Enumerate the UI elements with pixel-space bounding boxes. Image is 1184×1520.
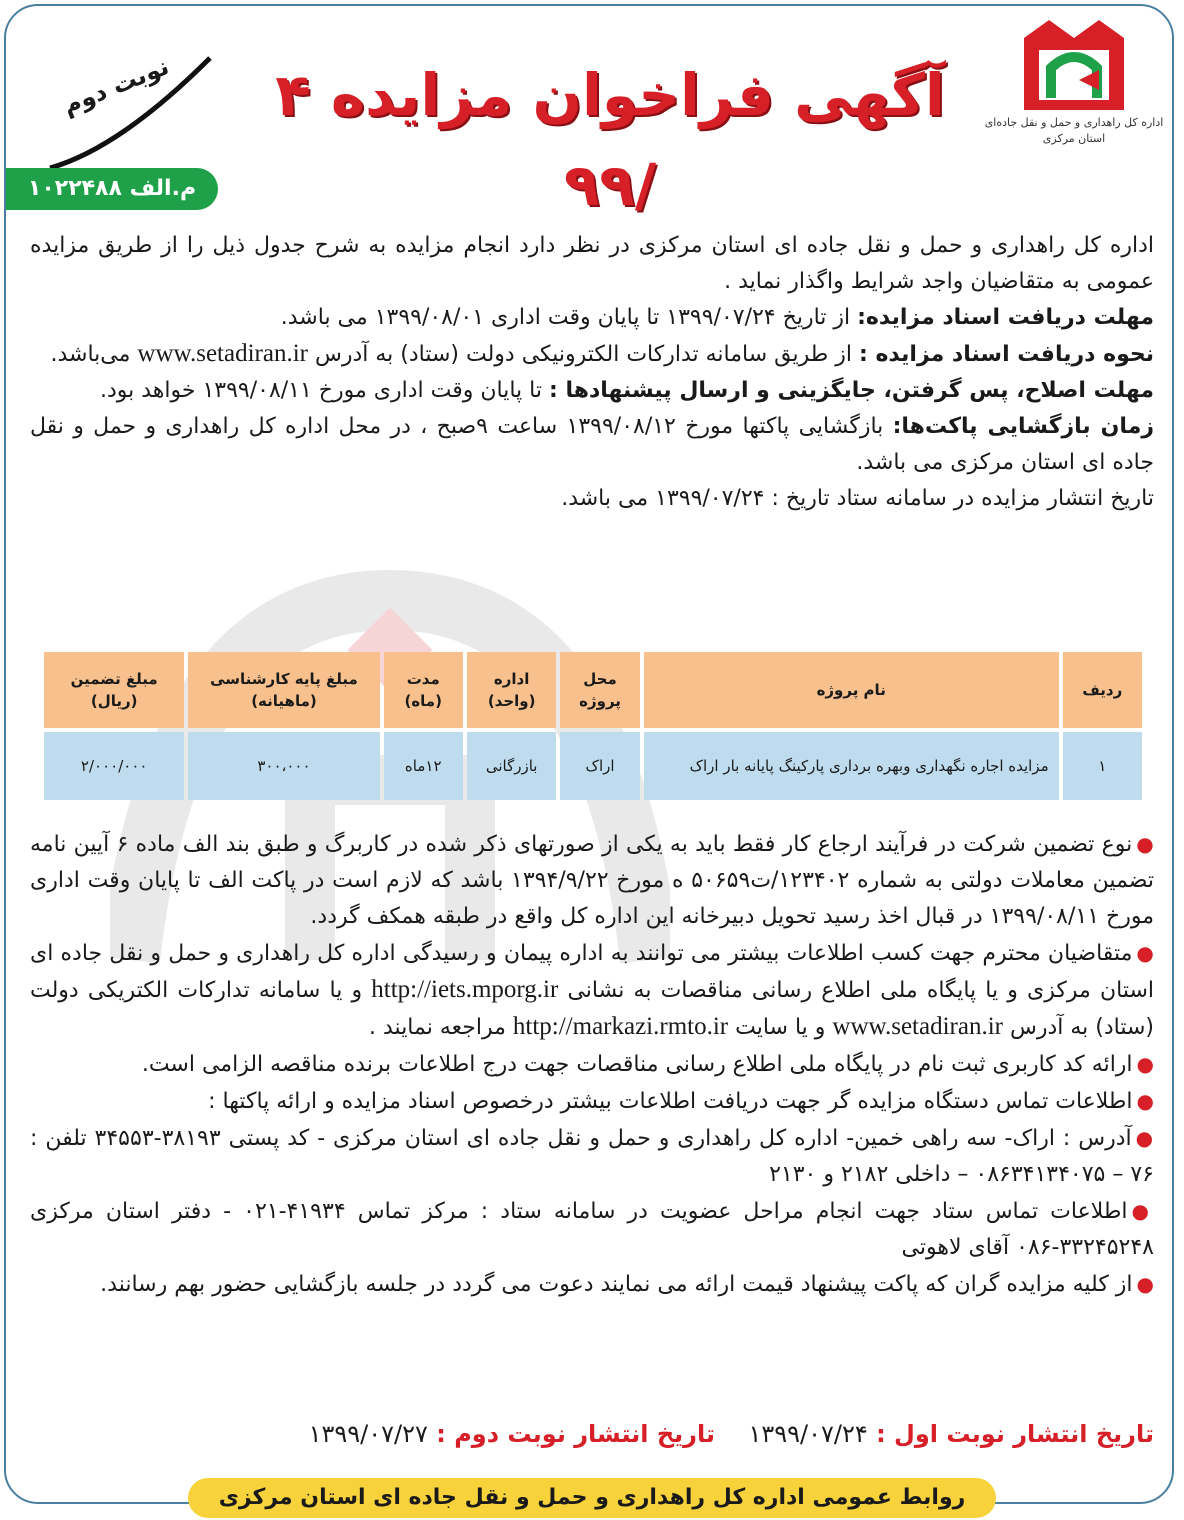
cell-row-number: ۱: [1063, 732, 1142, 800]
list-item: ●اطلاعات تماس دستگاه مزایده گر جهت دریافت اطلاعات بیشتر درخصوص اسناد مزایده و ارائه پاکتها :: [208, 1089, 1154, 1114]
deadline-paragraph: [30, 300, 1154, 336]
bullet-icon: ●: [1136, 832, 1155, 856]
bullet-icon: ●: [1135, 1126, 1155, 1150]
second-publication-label: تاریخ انتشار نوبت دوم :: [436, 1420, 716, 1448]
header-office: اداره (واحد): [467, 652, 557, 728]
deadline-text: از تاریخ ۱۳۹۹/۰۷/۲۴ تا پایان وقت اداری ۱۳۹۹/۰۸/۰۱ می باشد.: [280, 305, 858, 330]
turn-label: نوبت دوم: [58, 52, 173, 120]
intro-paragraph: اداره کل راهداری و حمل و نقل جاده ای استان مرکزی در نظر دارد انجام مزایده به شرح جدول ذیل را از طریق مزایده عمومی به متقاضیان واجد شرایط واگذار نماید .: [30, 233, 1154, 294]
header-row-number: ردیف: [1063, 652, 1142, 728]
auction-table: [40, 648, 1146, 804]
publish-paragraph: تاریخ انتشار مزایده در سامانه ستاد تاریخ : ۱۳۹۹/۰۷/۲۴ می باشد.: [561, 486, 1154, 511]
conditions-list: [30, 826, 1154, 1303]
publication-dates: [30, 1414, 1154, 1454]
road-agency-logo-icon: [1019, 20, 1129, 115]
page-title: آگهی فراخوان مزایده ۴ /۹۹: [275, 61, 945, 219]
header-guarantee: مبلغ تضمین (ریال): [44, 652, 184, 728]
first-publication-date: ۱۳۹۹/۰۷/۲۴: [748, 1420, 868, 1448]
cell-office: بازرگانی: [467, 732, 557, 800]
bullet-icon: ●: [1136, 1272, 1154, 1296]
rmto-link[interactable]: http://markazi.rmto.ir: [512, 1013, 729, 1040]
opening-label: زمان بازگشایی پاکت‌ها:: [892, 414, 1154, 439]
organization-logo: [984, 20, 1164, 147]
turn-stamp: [30, 38, 220, 178]
method-tail: می‌باشد.: [50, 342, 138, 367]
method-label: نحوه دریافت اسناد مزایده :: [858, 342, 1154, 367]
logo-caption-line1: اداره کل راهداری و حمل و نقل جاده‌ای: [984, 116, 1164, 129]
list-item: ●اطلاعات تماس ستاد جهت انجام مراحل عضویت در سامانه ستاد : مرکز تماس ۴۱۹۳۴-۰۲۱ - دفتر استان مرکزی ۳۳۲۴۵۲۴۸-۰۸۶ آقای لاهوتی: [30, 1199, 1155, 1260]
revise-paragraph: [30, 373, 1154, 409]
cell-location: اراک: [560, 732, 639, 800]
list-item: ●آدرس : اراک- سه راهی خمین- اداره کل راهداری و حمل و نقل جاده ای استان مرکزی - کد پستی ۳۸۱۹۳-۳۴۵۵۳ تلفن : ۷۶ – ۰۸۶۳۴۱۳۴۰۷۵ – داخلی ۲۱۸۲ و ۲۱۳۰: [30, 1126, 1155, 1187]
opening-paragraph: [30, 409, 1154, 481]
revise-text: تا پایان وقت اداری مورخ ۱۳۹۹/۰۸/۱۱ خواهد بود.: [99, 378, 549, 403]
second-publication-date: ۱۳۹۹/۰۷/۲۷: [308, 1420, 428, 1448]
header-duration: مدت (ماه): [384, 652, 463, 728]
revise-label: مهلت اصلاح، پس گرفتن، جایگزینی و ارسال پیشنهادها :: [549, 378, 1154, 403]
method-text: از طریق سامانه تدارکات الکترونیکی دولت (ستاد) به آدرس: [307, 342, 859, 367]
list-item: ●از کلیه مزایده گران که پاکت پیشنهاد قیمت ارائه می نمایند دعوت می گردد در جلسه بازگشایی حضور بهم رسانند.: [100, 1272, 1154, 1297]
list-item: ●ارائه کد کاربری ثبت نام در پایگاه ملی اطلاع رسانی مناقصات جهت درج اطلاعات برنده مناقصه الزامی است.: [141, 1052, 1154, 1077]
header-location: محل پروژه: [560, 652, 639, 728]
setadiran-link[interactable]: www.setadiran.ir: [832, 1013, 1003, 1040]
method-paragraph: [30, 336, 1154, 373]
bullet-icon: ●: [1136, 1052, 1154, 1076]
table-row: [44, 732, 1142, 800]
bullet-icon: ●: [1136, 1089, 1154, 1113]
setadiran-link[interactable]: www.setadiran.ir: [137, 340, 308, 367]
intro-section: [30, 228, 1154, 517]
footer-banner: روابط عمومی اداره کل راهداری و حمل و نقل جاده ای استان مرکزی: [188, 1478, 996, 1518]
bullet-icon: ●: [1136, 941, 1155, 965]
cell-duration: ۱۲ماه: [384, 732, 463, 800]
table-header-row: [44, 652, 1142, 728]
header-base-amount: مبلغ پایه کارشناسی (ماهیانه): [188, 652, 379, 728]
cell-guarantee: ۲/۰۰۰/۰۰۰: [44, 732, 184, 800]
swoosh-icon: [30, 38, 220, 178]
cell-project: مزایده اجاره نگهداری وبهره برداری پارکینگ پایانه بار اراک: [644, 732, 1059, 800]
first-publication-label: تاریخ انتشار نوبت اول :: [876, 1420, 1154, 1448]
logo-caption-line2: استان مرکزی: [1042, 132, 1106, 145]
opening-text: بازگشایی پاکتها مورخ ۱۳۹۹/۰۸/۱۲ ساعت ۹صبح ، در محل اداره کل راهداری و حمل و نقل جاده ای استان مرکزی می باشد.: [30, 414, 1154, 475]
iets-link[interactable]: http://iets.mporg.ir: [371, 976, 559, 1003]
list-item: ●نوع تضمین شرکت در فرآیند ارجاع کار فقط باید به یکی از صورتهای ذکر شده در کاربرگ و طبق بند الف ماده ۶ آیین نامه تضمین معاملات دولتی به شماره ۱۲۳۴۰۲/ت۵۰۶۵۹ ه مورخ ۱۳۹۴/۹/۲۲ باشد که لازم است در پاکت الف تا پایان وقت اداری مورخ ۱۳۹۹/۰۸/۱۱ در قبال اخذ رسید تحویل دبیرخانه این اداره کل واقع در طبقه همکف گردد.: [30, 832, 1155, 929]
list-item: ●متقاضیان محترم جهت کسب اطلاعات بیشتر می توانند به اداره پیمان و رسیدگی اداره کل راهداری و حمل و نقل جاده ای استان مرکزی و یا پایگاه ملی اطلاع رسانی مناقصات به نشانی http://iets.mporg.ir و یا سامانه تدارکات الکتریکی دولت (ستاد) به آدرس www.setadiran.ir و یا سایت http://markazi.rmto.ir مراجعه نمایند .: [30, 941, 1155, 1040]
cell-base-amount: ۳۰۰،۰۰۰: [188, 732, 379, 800]
deadline-label: مهلت دریافت اسناد مزایده:: [857, 305, 1154, 330]
bullet-icon: ●: [1131, 1199, 1155, 1223]
header-project: نام پروژه: [644, 652, 1059, 728]
code-badge: م.الف ۱۰۲۲۴۸۸: [6, 168, 218, 210]
